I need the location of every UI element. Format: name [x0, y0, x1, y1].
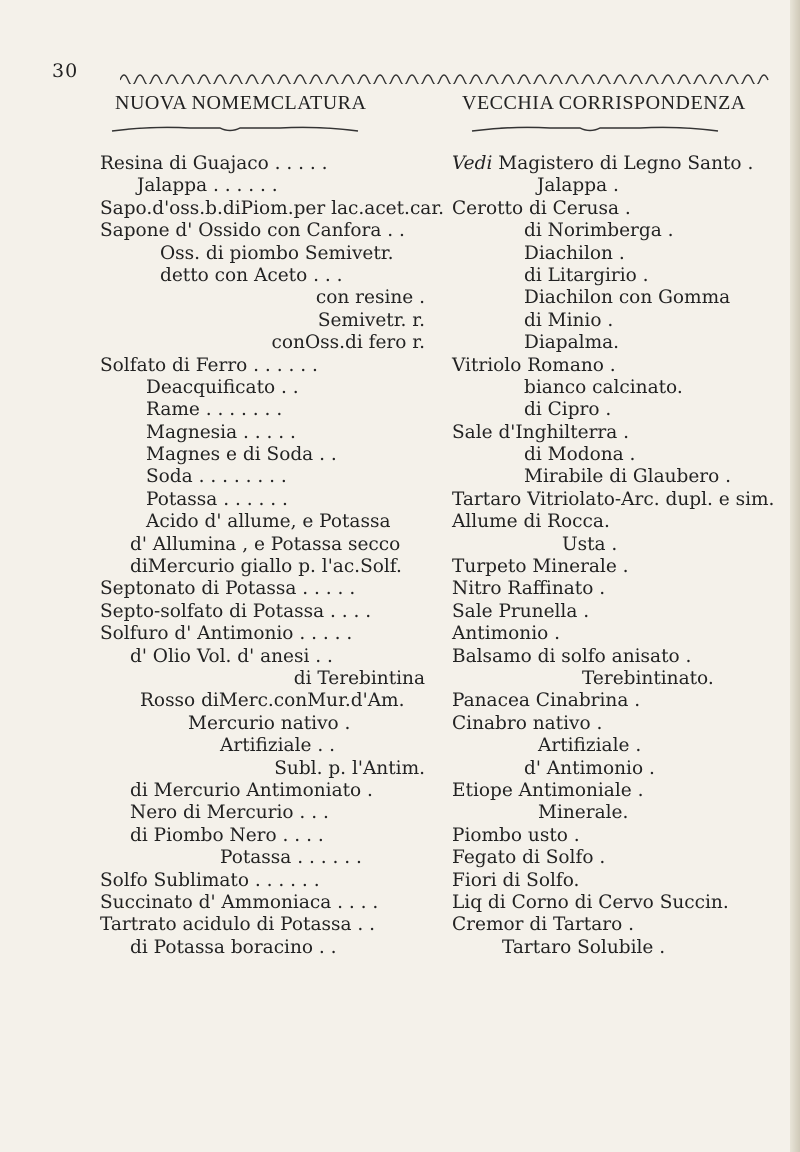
entry-old: Turpeto Minerale .: [452, 556, 629, 578]
entry-old: Piombo usto .: [452, 824, 580, 846]
entry-old: Cinabro nativo .: [452, 712, 603, 734]
new-nomenclature-column: [100, 153, 445, 959]
entry-new: di Piombo Nero . . . .: [130, 824, 324, 846]
entry-old: di Modona .: [524, 444, 636, 466]
entry-new: Rosso diMerc.conMur.d'Am.: [140, 690, 405, 712]
entry-new: di Mercurio Antimoniato .: [130, 779, 373, 801]
entry-new: Solfuro d' Antimonio . . . . .: [100, 623, 353, 645]
entry-new: Septonato di Potassa . . . . .: [100, 578, 356, 600]
entry-old: di Norimberga .: [524, 220, 674, 242]
entry-old: Allume di Rocca.: [452, 511, 610, 533]
entry-old: Diachilon .: [524, 242, 625, 264]
entry-new: Resina di Guajaco . . . . .: [100, 153, 328, 174]
page-number: 30: [52, 60, 79, 82]
entry-new: Deacquificato . .: [146, 376, 299, 398]
entry-old: d' Antimonio .: [524, 757, 655, 779]
entry-old: di Minio .: [524, 309, 614, 331]
entry-old: Fegato di Solfo .: [452, 847, 606, 869]
entry-old: Liq di Corno di Cervo Succin.: [452, 891, 729, 913]
entry-new: Succinato d' Ammoniaca . . . .: [100, 891, 379, 913]
entry-new: Solfato di Ferro . . . . . .: [100, 354, 318, 376]
entry-old: Balsamo di solfo anisato .: [452, 645, 692, 667]
entry-old: Mirabile di Glaubero .: [524, 466, 732, 488]
header-rule-right: [470, 123, 720, 135]
entry-old: Tartaro Vitriolato-Arc. dupl. e sim.: [452, 488, 775, 510]
decorative-border: [120, 70, 775, 84]
entry-old: Tartaro Solubile .: [502, 936, 666, 958]
entry-old: [452, 153, 787, 175]
entry-old: di Cipro .: [524, 399, 612, 421]
entry-old: Sale d'Inghilterra .: [452, 421, 630, 443]
entry-new: Magnesia . . . . .: [146, 421, 296, 443]
entry-old: Minerale.: [538, 802, 629, 824]
entry-new: Acido d' allume, e Potassa: [146, 511, 391, 533]
header-old-correspondence: VECCHIA CORRISPONDENZA: [462, 92, 746, 114]
page-edge-shadow: [790, 0, 800, 1152]
entry-old: Nitro Raffinato .: [452, 578, 606, 600]
entry-old: Vitriolo Romano .: [452, 354, 616, 376]
entry-new: Rame . . . . . . .: [146, 399, 283, 421]
entry-old: Etiope Antimoniale .: [452, 779, 644, 801]
entry-new: Potassa . . . . . .: [220, 847, 362, 869]
entry-new: Oss. di piombo Semivetr.: [160, 242, 394, 264]
entry-old: Sale Prunella .: [452, 600, 590, 622]
entry-old: Panacea Cinabrina .: [452, 690, 641, 712]
entry-new: Soda . . . . . . . .: [146, 466, 287, 488]
entry-new: Potassa . . . . . .: [146, 488, 288, 510]
entry-new: Solfo Sublimato . . . . . .: [100, 869, 320, 891]
entry-old: Artifiziale .: [538, 735, 642, 757]
entry-old: Antimonio .: [452, 623, 561, 645]
entry-new: detto con Aceto . . .: [160, 264, 343, 286]
entry-new: Septo-solfato di Potassa . . . .: [100, 600, 372, 622]
header-new-nomenclature: NUOVA NOMEMCLATURA: [115, 92, 367, 114]
entry-new: Sapo.d'oss.b.diPiom.per lac.acet.car.: [100, 197, 445, 219]
entry-new: diMercurio giallo p. l'ac.Solf.: [130, 556, 402, 578]
entry-old: Diachilon con Gomma: [524, 287, 731, 309]
entry-old: bianco calcinato.: [524, 376, 683, 398]
entry-old: Cremor di Tartaro .: [452, 914, 634, 936]
entry-new: d' Allumina , e Potassa secco: [130, 533, 401, 555]
entry-new: di Terebintina: [293, 667, 425, 689]
entry-new: Subl. p. l'Antim.: [274, 757, 425, 779]
entry-old: di Litargirio .: [524, 264, 649, 286]
entry-new: Semivetr. r.: [317, 309, 425, 331]
entry-new: Tartrato acidulo di Potassa . .: [100, 914, 376, 936]
entry-old-text: Magistero di Legno Santo .: [498, 153, 754, 174]
entry-old: Cerotto di Cerusa .: [452, 197, 631, 219]
entry-old: Diapalma.: [524, 332, 620, 354]
entry-new: con resine .: [315, 287, 425, 309]
entry-old: Fiori di Solfo.: [452, 869, 580, 891]
entry-new: Mercurio nativo .: [188, 712, 351, 734]
entry-new: Nero di Mercurio . . .: [130, 802, 329, 824]
entry-new: di Potassa boracino . .: [130, 936, 337, 958]
entry-old: Jalappa .: [537, 175, 619, 197]
entry-new: Jalappa . . . . . .: [137, 175, 278, 197]
entry-new: Magnes e di Soda . .: [146, 444, 337, 466]
header-rule-left: [110, 123, 360, 135]
old-correspondence-column: [452, 153, 787, 959]
entry-old: Terebintinato.: [582, 667, 714, 689]
entry-new: conOss.di fero r.: [271, 332, 425, 354]
entry-new: Sapone d' Ossido con Canfora . .: [100, 220, 405, 242]
see-reference: Vedi: [452, 153, 493, 174]
entry-new: Artifiziale . .: [220, 735, 335, 757]
entry-old: Usta .: [562, 533, 618, 555]
entry-new: d' Olio Vol. d' anesi . .: [130, 645, 333, 667]
